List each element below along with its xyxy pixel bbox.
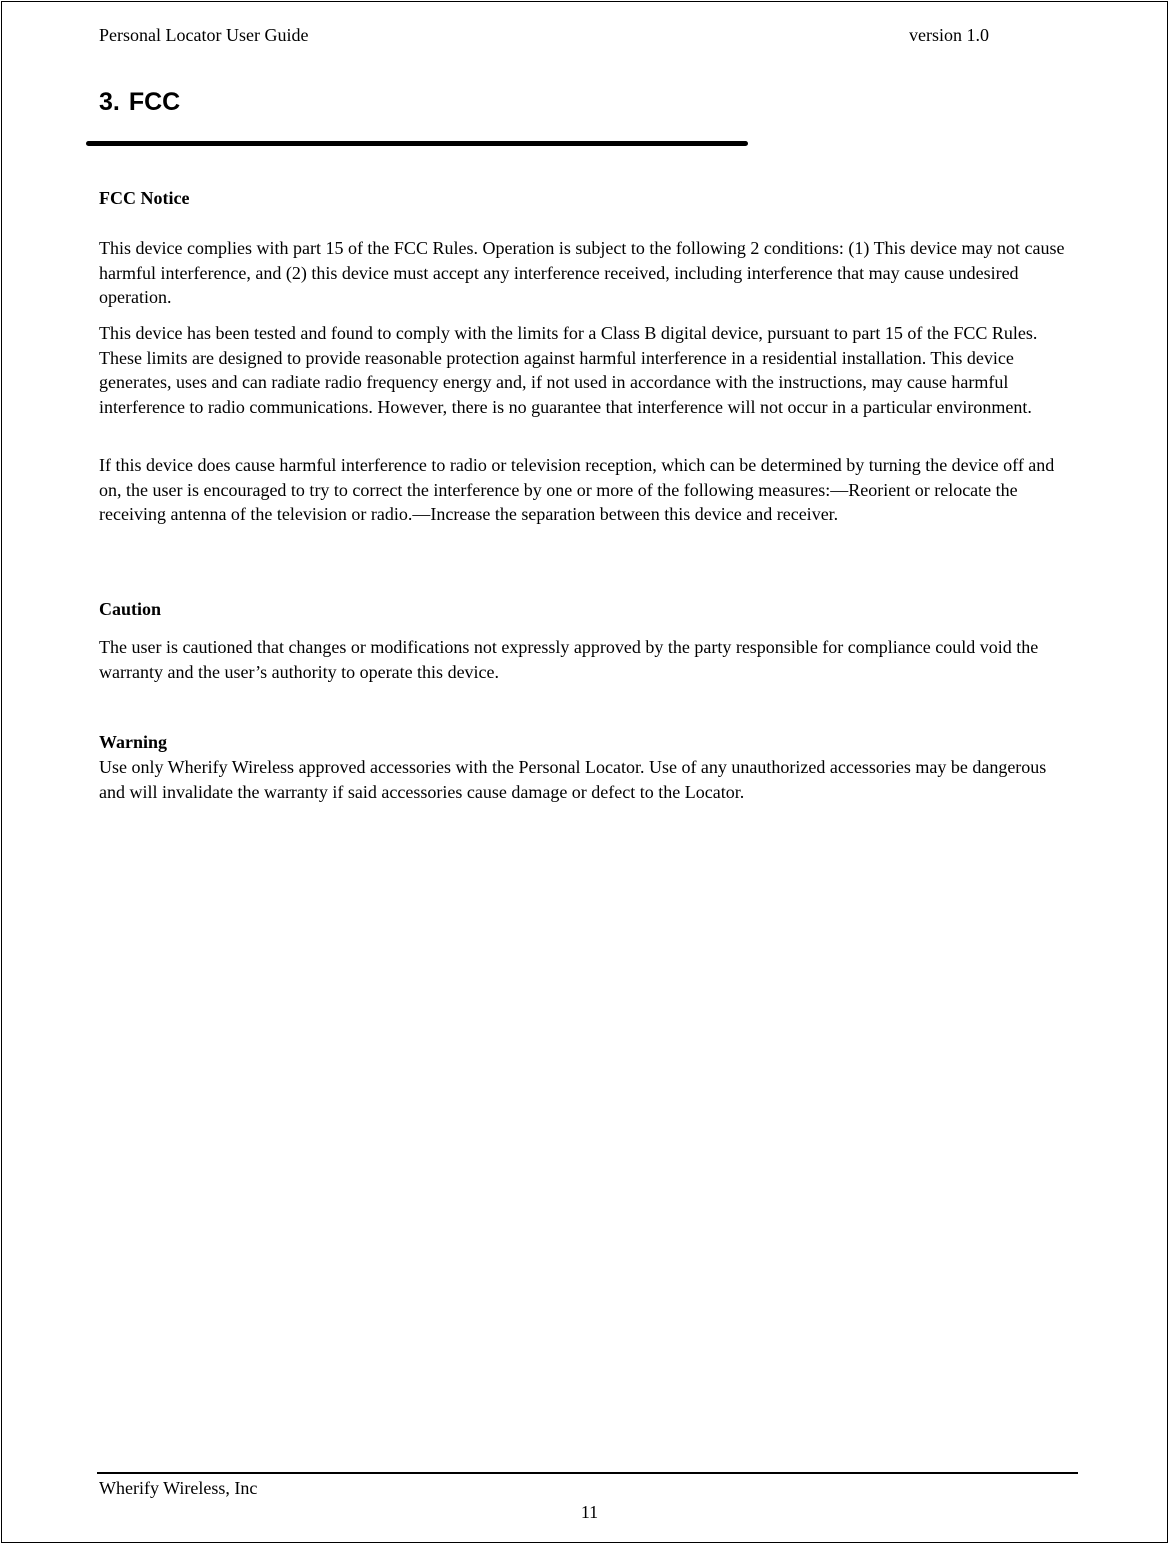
caution-text: The user is cautioned that changes or modifications not expressly approved by the party responsible for compliance could void the warranty and the user’s authority to operate this device. — [99, 637, 1039, 682]
fcc-notice-paragraph-1: This device complies with part 15 of the FCC Rules. Operation is subject to the following 2 conditions: (1) This device may not cause harmful interference, and (2) this device must accept any interference received, including interference that may cause undesired operation. — [99, 238, 1065, 307]
chapter-heading — [99, 88, 180, 117]
footer-rule — [97, 1472, 1078, 1474]
page-number: 11 — [580, 1502, 599, 1522]
document-page — [1, 1, 1168, 1543]
chapter-rule — [86, 141, 748, 146]
fcc-notice-paragraph-2: This device has been tested and found to comply with the limits for a Class B digital device, pursuant to part 15 of the FCC Rules. These limits are designed to provide reasonable protection against harmful interference in a residential installation. This device generates, uses and can radiate radio frequency energy and, if not used in accordance with the instructions, may cause harmful interference to radio communications. However, there is no guarantee that interference will not occur in a particular environment. — [99, 323, 1038, 417]
chapter-number: 3. — [99, 88, 120, 116]
fcc-notice-paragraph-3: If this device does cause harmful interference to radio or television reception, which can be determined by turning the device off and on, the user is encouraged to try to correct the interference by one or more of the following measures:—Reorient or relocate the receiving antenna of the television or radio.—Increase the separation between this device and receiver. — [99, 455, 1055, 524]
footer-company: Wherify Wireless, Inc — [99, 1478, 258, 1498]
fcc-notice-heading: FCC Notice — [99, 188, 190, 208]
caution-heading: Caution — [99, 599, 162, 619]
warning-text: Use only Wherify Wireless approved accessories with the Personal Locator. Use of any unauthorized accessories may be dangerous and will invalidate the warranty if said accessories cause damage or defect to the Locator. — [99, 757, 1047, 802]
header-version: version 1.0 — [909, 25, 989, 45]
header-doc-title: Personal Locator User Guide — [99, 25, 309, 45]
chapter-title: FCC — [128, 88, 181, 116]
warning-heading: Warning — [99, 732, 168, 752]
